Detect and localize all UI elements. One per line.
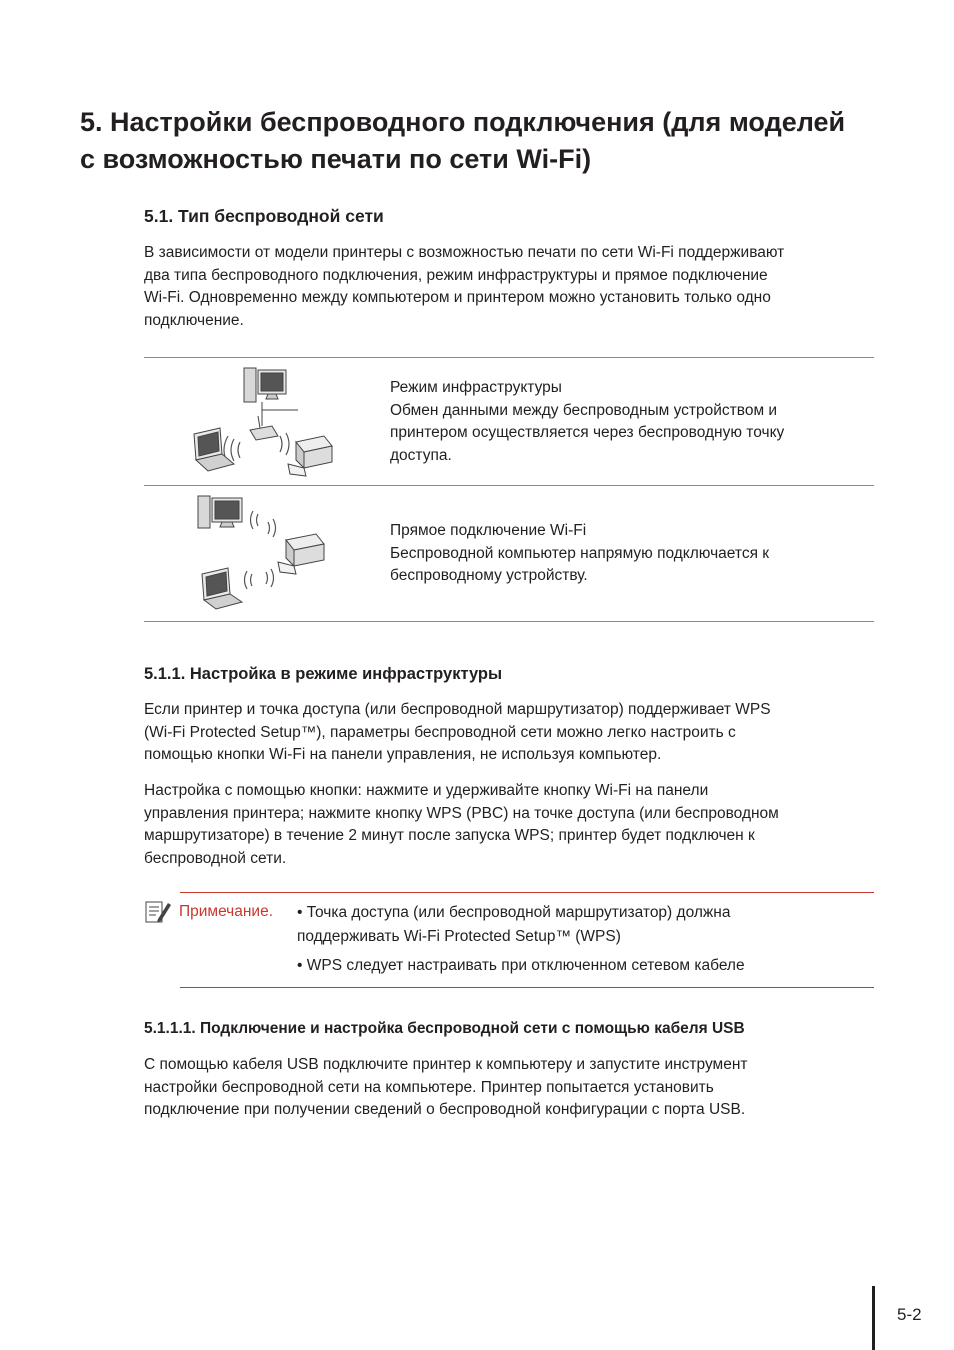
chapter-title-line-1: 5. Настройки беспроводного подключения (для моделей	[80, 107, 846, 137]
mode-text-line: Обмен данными между беспроводным устройством и	[390, 401, 778, 419]
infrastructure-mode-illustration	[188, 364, 338, 479]
page-number-bar	[872, 1286, 875, 1350]
mode-title: Режим инфраструктуры	[390, 379, 562, 396]
note-item-line: • WPS следует настраивать при отключенном сетевом кабеле	[297, 957, 745, 974]
infrastructure-mode-description	[390, 377, 860, 467]
table-top-rule	[144, 357, 874, 358]
paragraph-line: два типа беспроводного подключения, режим инфраструктуры и прямое подключение	[144, 266, 768, 284]
note-item	[297, 901, 857, 948]
printer-icon	[288, 436, 332, 476]
desktop-computer-icon	[244, 368, 286, 402]
note-item-line: поддерживать Wi-Fi Protected Setup™ (WPS)	[297, 927, 621, 945]
paragraph-line: Настройка с помощью кнопки: нажмите и удерживайте кнопку Wi-Fi на панели	[144, 782, 709, 799]
section-5-1-1-paragraph-2	[144, 780, 884, 870]
section-5-1-1-title: 5.1.1. Настройка в режиме инфраструктуры	[144, 665, 503, 683]
paragraph-line: В зависимости от модели принтеры с возможностью печати по сети Wi-Fi поддерживают	[144, 244, 785, 261]
section-5-1-title: 5.1. Тип беспроводной сети	[144, 206, 384, 226]
wireless-signal-icon	[245, 511, 276, 589]
mode-text-line: доступа.	[390, 446, 452, 464]
laptop-icon	[202, 568, 242, 609]
paragraph-line: Wi-Fi. Одновременно между компьютером и принтером можно установить только одно	[144, 289, 771, 306]
wifi-direct-illustration	[194, 492, 334, 612]
section-5-1-1-paragraph-1	[144, 699, 884, 767]
wifi-direct-description	[390, 520, 860, 588]
section-5-1-paragraph	[144, 242, 884, 332]
note-bottom-rule	[180, 987, 874, 988]
network-cable-icon	[262, 402, 298, 426]
mode-text-line: принтером осуществляется через беспроводную точку	[390, 424, 785, 441]
paragraph-line: беспроводной сети.	[144, 849, 287, 867]
paragraph-line: настройки беспроводной сети на компьютере. Принтер попытается установить	[144, 1078, 714, 1096]
note-top-rule	[180, 892, 874, 893]
paragraph-line: подключение при получении сведений о беспроводной конфигурации с порта USB.	[144, 1101, 746, 1118]
mode-text-line: беспроводному устройству.	[390, 567, 588, 584]
laptop-icon	[194, 428, 234, 471]
paragraph-line: подключение.	[144, 311, 244, 329]
paragraph-line: маршрутизаторе) в течение 2 минут после запуска WPS; принтер будет подключен к	[144, 827, 755, 844]
section-5-1-1-1-paragraph	[144, 1054, 884, 1122]
printer-icon	[278, 534, 324, 574]
paragraph-line: Если принтер и точка доступа (или беспроводной маршрутизатор) поддерживает WPS	[144, 701, 771, 718]
paragraph-line: управления принтера; нажмите кнопку WPS (PBC) на точке доступа (или беспроводном	[144, 804, 779, 822]
mode-text-line: Беспроводной компьютер напрямую подключается к	[390, 544, 770, 562]
access-point-icon	[250, 416, 278, 440]
note-item	[297, 954, 857, 978]
note-pencil-icon	[144, 899, 172, 925]
paragraph-line: С помощью кабеля USB подключите принтер к компьютеру и запустите инструмент	[144, 1056, 748, 1073]
chapter-title	[80, 104, 900, 178]
desktop-computer-icon	[198, 496, 242, 528]
paragraph-line: (Wi-Fi Protected Setup™), параметры беспроводной сети можно легко настроить с	[144, 723, 736, 741]
table-middle-rule	[144, 485, 874, 486]
table-bottom-rule	[144, 621, 874, 622]
mode-title: Прямое подключение Wi-Fi	[390, 522, 587, 539]
page-number: 5-2	[897, 1305, 922, 1324]
note-label: Примечание.	[179, 903, 274, 920]
chapter-title-line-2: с возможностью печати по сети Wi-Fi)	[80, 144, 592, 174]
paragraph-line: помощью кнопки Wi-Fi на панели управления, не используя компьютер.	[144, 746, 662, 763]
section-5-1-1-1-title: 5.1.1.1. Подключение и настройка беспроводной сети с помощью кабеля USB	[144, 1020, 745, 1037]
note-item-line: • Точка доступа (или беспроводной маршрутизатор) должна	[297, 904, 731, 921]
